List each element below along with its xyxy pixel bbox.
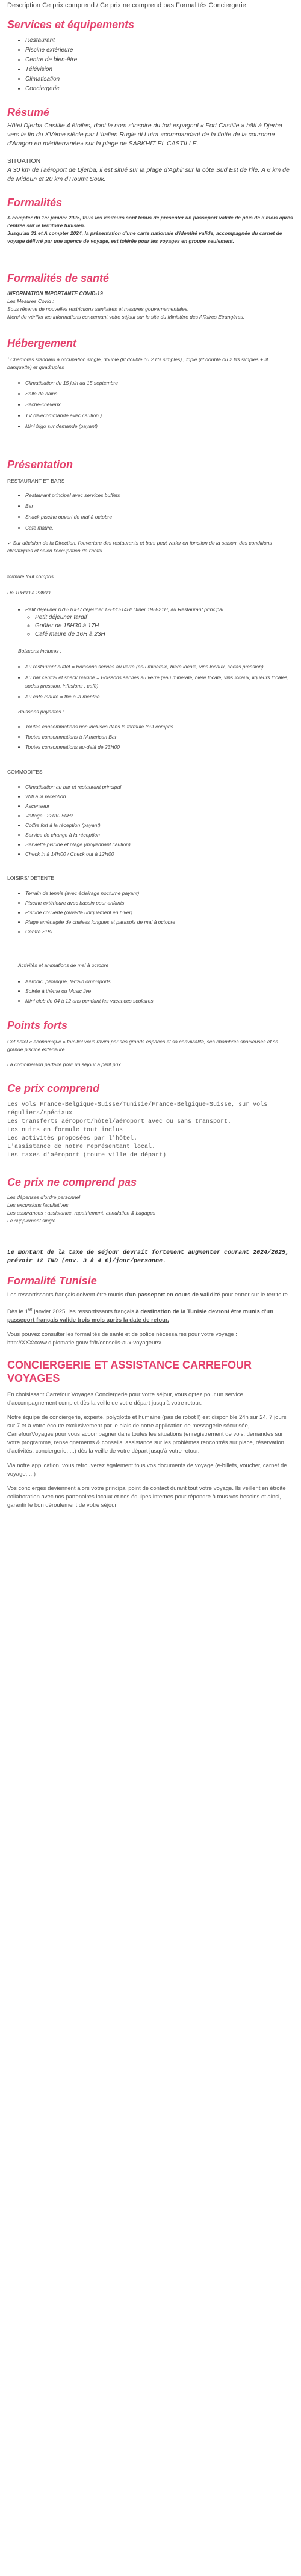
sante-text: Les Mesures Covid : [7,298,54,304]
list-item: • Mini frigo sur demande (payant) [25,421,294,432]
resume-title: Résumé [7,106,50,118]
list-item: Les assurances : assistance, rapatriement, annulation & bagages [7,1210,156,1216]
list-item: Les taxes d'aéroport (toute ville de départ) [7,1152,167,1159]
sante-title: Formalités de santé [7,272,110,284]
list-item: • Conciergerie [25,84,294,94]
tunisie-text: Les ressortissants français doivent être munis d' [7,1292,129,1298]
activites-list [7,977,294,1006]
services-title: Services et équipements [7,19,135,31]
list-item: • Climatisation du 15 juin au 15 septembre [25,377,294,388]
boissons-incluses-label: Boissons incluses : [18,648,62,654]
list-item: ◦ Café maure de 16H à 23H [35,630,294,639]
prix-pas-title: Ce prix ne comprend pas [7,1176,137,1188]
list-item: Les dépenses d'ordre personnel [7,1194,81,1200]
list-item: • Snack piscine ouvert de mai à octobre [25,511,294,522]
list-item: • TV (télécommande avec caution ) [25,410,294,421]
tunisie-text: Dès le 1 [7,1308,28,1316]
points-forts-text: Cet hôtel « économique » familial vous ravira par ses grands espaces et sa convivialité, ses chambres spacieuses et sa grande piscine extérieure. [7,1039,279,1052]
list-item: • Wifi à la réception [25,792,294,801]
list-item: • Serviette piscine et plage (moyennant caution) [25,840,294,849]
list-item: • Climatisation [25,75,294,84]
list-item: • Voltage : 220V- 50Hz. [25,811,294,820]
list-item: • Check in à 14H00 / Check out à 12H00 [25,849,294,859]
boissons-incluses-list [7,662,294,701]
list-item: • Salle de bains [25,388,294,399]
list-item: Les transferts aéroport/hôtel/aéroport avec ou sans transport. [7,1119,232,1125]
situation-label: SITUATION [7,157,41,165]
sante-text: Sous réserve de nouvelles restrictions sanitaires et mesures gouvernementales. [7,306,189,312]
hebergement-title: Hébergement [7,337,77,349]
list-item: Le supplément single [7,1218,56,1224]
list-item: • Toutes consommations au-delà de 23H00 [25,742,294,752]
services-list [7,36,294,94]
formalites-paragraph: Jusqu'au 31 et A compter 2024, la présentation d'une carte nationale d'identité valide, accompagnée du carnet de voyage délivré par une agence de voyage, est tolérée pour les voyages en groupe seulement. [7,230,282,244]
hebergement-intro-text: Chambres standard à occupation single, double (lit double ou 2 lits simples) , triple (lit double ou 2 lits simples + lit banquette) et quadruples [7,356,268,370]
prix-pas-list [7,1194,294,1225]
situation-text: A 30 km de l'aéroport de Djerba, il est situé sur la plage d'Aghir sur la côte Sud Est de l'île. A 6 km de de Midoun et 20 km d'Houmt Souk. [7,166,290,183]
list-item: ◦ Goûter de 15H30 à 17H [35,622,294,630]
horaire-text: De 10H00 à 23h00 [7,590,51,596]
tunisie-text-bold: un passeport en cours de validité [129,1292,220,1298]
list-item: • Aérobic, pétanque, terrain omnisports [25,977,294,986]
prix-comprend-list [7,1101,294,1160]
restaurant-list [7,490,294,533]
points-forts-text: La combinaison parfaite pour un séjour à petit prix. [7,1061,122,1067]
list-item: • Coffre fort à la réception (payant) [25,820,294,830]
list-item: • Piscine couverte (ouverte uniquement en hiver) [25,908,294,917]
commodites-list [7,782,294,859]
tunisie-paragraph [7,1305,294,1325]
list-item: • Au restaurant buffet = Boissons servies au verre (eau minérale, bière locale, vins locaux, sodas pression) [25,662,294,671]
repas-sublist [25,614,294,639]
formalites-title: Formalités [7,197,63,209]
list-item: • Piscine extérieure avec bassin pour enfants [25,898,294,908]
tunisie-text: janvier 2025, les ressortissants français [32,1308,136,1316]
list-item: • Terrain de tennis (avec éclairage nocturne payant) [25,888,294,898]
tunisie-text-bold: à destination de la Tunisie devront être munis d'un passeport français valide trois mois après la date de retour. [7,1308,274,1324]
list-item: Les excursions facultatives [7,1202,69,1208]
conciergerie-text: Vos concierges deviennent alors votre principal point de contact durant tout votre voyage. Ils veillent en étroite collaboration avec nos partenaires locaux et nos équipes internes pour répondre à tous vos besoins et ainsi, garantir le bon déroulement de votre séjour. [7,1485,286,1509]
list-item: • Au café maure = thé à la menthe [25,692,294,701]
prix-comprend-title: Ce prix comprend [7,1082,100,1094]
presentation-note [7,539,294,555]
tunisie-title: Formalité Tunisie [7,1275,97,1287]
restaurant-label: RESTAURANT ET BARS [7,478,65,484]
points-forts-title: Points forts [7,1019,68,1031]
sante-text: Merci de vérifier les informations concernant votre séjour sur le site du Ministère des Affaires Etrangères. [7,314,245,320]
list-item: • Au bar central et snack piscine = Boissons servies au verre (eau minérale, bière locale, vins locaux, liqueurs locales, sodas pression, infusions , café) [25,673,294,690]
presentation-note-text: Sur décision de la Direction, l'ouverture des restaurants et bars peut varier en fonction de la saison, des conditions climatiques et selon l'occupation de l'hôtel [7,540,272,554]
list-item: • Service de change à la réception [25,830,294,840]
list-item: Les activités proposées par l'hôtel. [7,1135,138,1142]
conciergerie-title: CONCIERGERIE ET ASSISTANCE CARREFOUR VOYAGES [7,1359,252,1385]
loisirs-list [7,888,294,936]
loisirs-label: LOISIRS/ DETENTE [7,875,54,881]
tunisie-text: pour entrer sur le territoire. [220,1292,290,1298]
tunisie-paragraph [7,1291,294,1299]
list-item: • Bar [25,501,294,511]
arrow-icon: ✓ [7,540,13,546]
list-item: • Restaurant [25,36,294,46]
covid-heading: INFORMATION IMPORTANTE COVID-19 [7,290,103,296]
list-item: • Sèche-cheveux [25,399,294,410]
list-item: • Télévision [25,65,294,75]
conciergerie-text: Notre équipe de conciergerie, experte, polyglotte et humaine (pas de robot !) est disponible 24h sur 24, 7 jours sur 7 et à votre écoute exclusivement par le biais de notre application de messagerie sécurisée, CarrefourVoyages pour vous accompagner dans toutes les situations (enregistrement de vols, demandes sur votre programme, renseignements & conseils, assistance sur les problèmes rencontrés sur place, réservation d'activités, conciergerie, ...) dès la veille de votre départ jusqu'à votre retour. [7,1414,287,1455]
list-item [25,605,294,639]
conciergerie-text: En choisissant Carrefour Voyages Conciergerie pour votre séjour, vous optez pour un service d'accompagnement complet dès la veille de votre départ jusqu'à votre retour. [7,1391,243,1407]
list-item: • Plage aménagée de chaises longues et parasols de mai à octobre [25,917,294,927]
tunisie-paragraph [7,1331,294,1348]
tunisie-sup: er [28,1307,33,1312]
list-item: • Restaurant principal avec services buffets [25,490,294,501]
activites-label: Activités et animations de mai à octobre [18,962,109,968]
conciergerie-text: Via notre application, vous retrouverez également tous vos documents de voyage (e-billets, voucher, carnet de voyage, ...) [7,1462,287,1478]
formalites-paragraph: A compter du 1er janvier 2025, tous les visiteurs sont tenus de présenter un passeport valide de plus de 3 mois après l'entrée sur le territoire tunisien. [7,215,293,228]
list-item: • Toutes consommations à l'American Bar [25,732,294,742]
description-line: Description Ce prix comprend / Ce prix ne comprend pas Formalités Conciergerie [7,2,246,9]
list-item: • Climatisation au bar et restaurant principal [25,782,294,792]
formule-label: formule tout compris [7,573,54,579]
list-item: • Toutes consommations non incluses dans la formule tout compris [25,722,294,732]
list-item: • Café maure. [25,522,294,533]
repas-main-text: Petit déjeuner 07H-10H / déjeuner 12H30-14H/ Dîner 19H-21H, au Restaurant principal [25,606,223,612]
list-item: • Soirée à thème ou Music live [25,986,294,996]
bullet-icon: ˚ [7,356,11,362]
repas-list [7,605,294,639]
boissons-payantes-label: Boissons payantes : [18,709,64,715]
list-item: • Piscine extérieure [25,46,294,55]
list-item: Les vols France-Belgique-Suisse/Tunisie/France-Belgique-Suisse, sur vols réguliers/spéciaux [7,1102,268,1117]
list-item: Les nuits en formule tout inclus [7,1127,123,1134]
presentation-title: Présentation [7,459,73,471]
list-item: • Mini club de 04 à 12 ans pendant les vacances scolaires. [25,996,294,1006]
commodites-label: COMMODITES [7,769,43,775]
resume-paragraph: Hôtel Djerba Castille 4 étoiles, dont le nom s'inspire du fort espagnol « Fort Castille » bâti à Djerba vers la fin du XVème siècle par L'Italien Rugle di Luira «commandant de la flotte de la couronne d'Aragon en méditerranée» sur la plage de SABKHIT EL CASTILLE. [7,122,282,147]
list-item: ◦ Petit déjeuner tardif [35,614,294,622]
list-item: • Centre de bien-être [25,55,294,65]
tunisie-link[interactable]: Vous pouvez consulter les formalités de santé et de police nécessaires pour votre voyage : http://XXXxxww.diplomatie.gouv.fr/fr/conseils-aux-voyageurs/ [7,1331,237,1347]
list-item: L'assistance de notre représentant local. [7,1144,156,1150]
boissons-payantes-list [7,722,294,752]
list-item: • Centre SPA [25,927,294,936]
list-item: • Ascenseur [25,801,294,811]
taxe-sejour-text: Le montant de la taxe de séjour devrait fortement augmenter courant 2024/2025, prévoir 12 TND (env. 3 à 4 €)/jour/personne. [7,1250,290,1265]
hebergement-list [7,377,294,432]
hebergement-intro [7,356,294,371]
